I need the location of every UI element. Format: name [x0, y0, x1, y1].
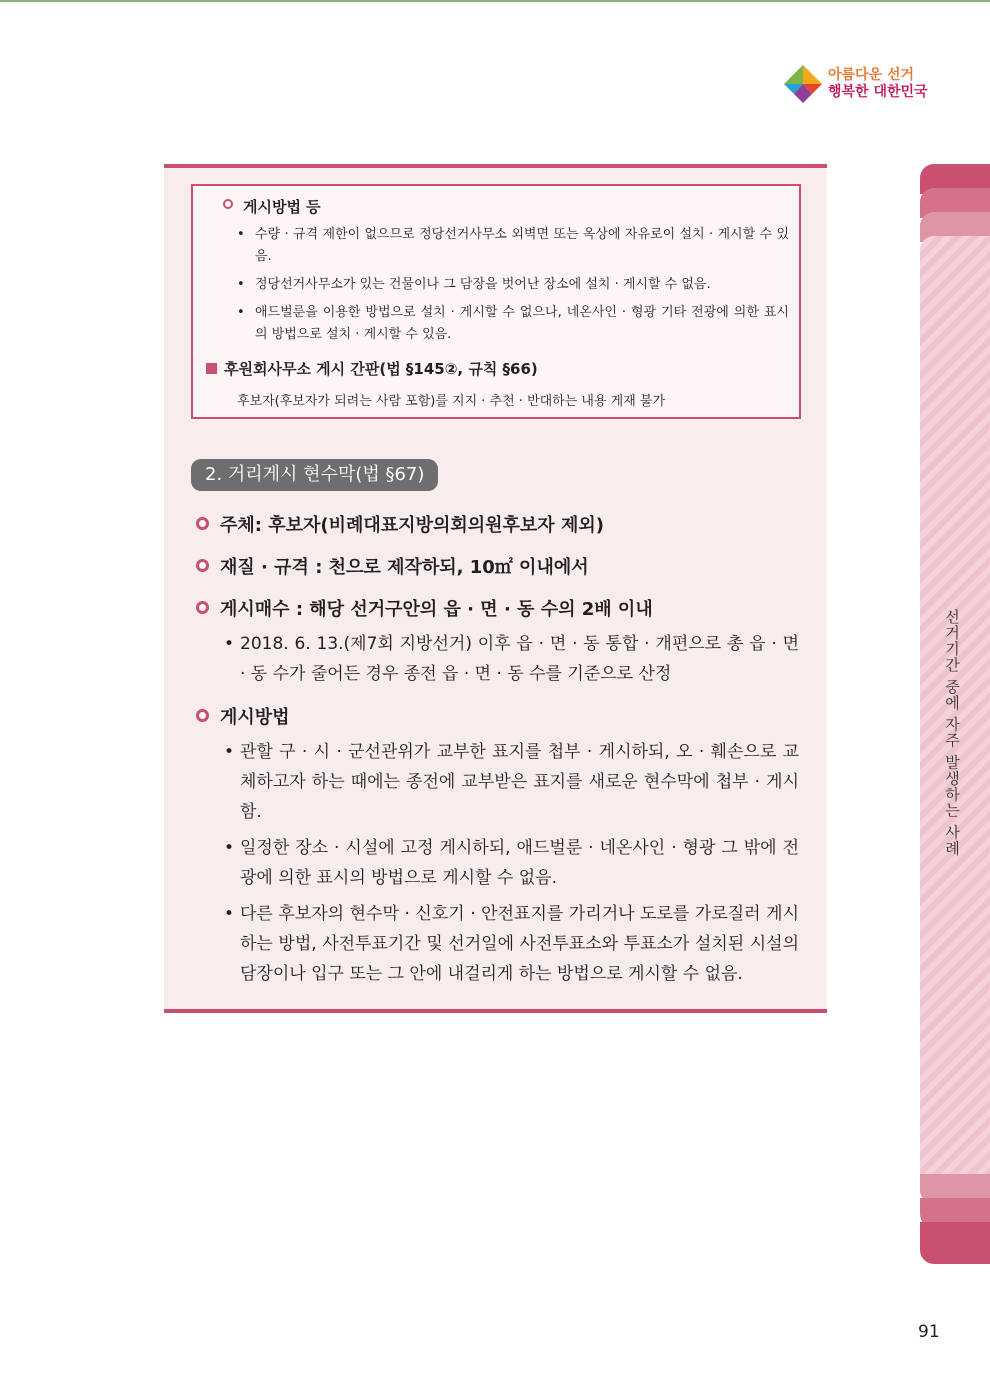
list-item: • 2018. 6. 13.(제7회 지방선거) 이후 읍 · 면 · 동 통합 · 개편으로 총 읍 · 면 · 동 수가 줄어든 경우 종전 읍 · 면 · 동 수를 기준으로 산정: [224, 629, 799, 689]
section-title: 2. 거리게시 현수막(법 §67): [191, 459, 438, 491]
ring-bullet-icon: [196, 517, 209, 530]
logo-line1: 아름다운 선거: [828, 67, 915, 83]
chapter-tab: [920, 164, 990, 1264]
item-material: 재질 · 규격 : 천으로 제작하되, 10㎡ 이내에서: [220, 557, 589, 578]
box-bullet-list: [237, 224, 789, 352]
list-item: • 다른 후보자의 현수막 · 신호기 · 안전표지를 가리거나 도로를 가로질러 게시하는 방법, 사전투표기간 및 선거일에 사전투표소와 투표소가 설치된 시설의 담장이나 입구 또는 그 안에 내걸리게 하는 방법으로 게시할 수 없음.: [224, 899, 799, 989]
box-sub-heading: 후원회사무소 게시 간판(법 §145②, 규칙 §66): [224, 360, 538, 378]
excerpt-box: [191, 184, 801, 419]
list-item: • 일정한 장소 · 시설에 고정 게시하되, 애드벌룬 · 네온사인 · 형광 그 밖에 전광에 의한 표시의 방법으로 게시할 수 없음.: [224, 833, 799, 893]
list-item: • 정당선거사무소가 있는 건물이나 그 담장을 벗어난 장소에 설치 · 게시할 수 없음.: [237, 274, 789, 296]
ring-bullet-icon: [223, 199, 233, 209]
ring-bullet-icon: [196, 601, 209, 614]
item-subject: 주체: 후보자(비례대표지방의회의원후보자 제외): [220, 515, 604, 536]
count-bullet-list: [224, 629, 799, 689]
box-heading: 게시방법 등: [243, 198, 321, 216]
chapter-tab-label: 선거기간 중에 자주 발생하는 사례: [943, 609, 961, 857]
logo: [782, 63, 932, 107]
list-item: • 관할 구 · 시 · 군선관위가 교부한 표지를 첩부 · 게시하되, 오 · 훼손으로 교체하고자 하는 때에는 종전에 교부받은 표지를 새로운 현수막에 첩부 · 게시함.: [224, 737, 799, 827]
logo-line2: 행복한 대한민국: [828, 84, 928, 100]
page-number: 91: [918, 1322, 940, 1342]
ring-bullet-icon: [196, 709, 209, 722]
top-rule: [0, 0, 990, 2]
list-item: • 수량 · 규격 제한이 없으므로 정당선거사무소 외벽면 또는 옥상에 자유로이 설치 · 게시할 수 있음.: [237, 224, 789, 268]
method-bullet-list: [224, 737, 799, 989]
item-count: 게시매수 : 해당 선거구안의 읍 · 면 · 동 수의 2배 이내: [220, 599, 653, 620]
content-panel: [164, 164, 827, 1013]
logo-text: [828, 67, 928, 101]
item-method: 게시방법: [220, 707, 290, 728]
list-item: • 애드벌룬을 이용한 방법으로 설치 · 게시할 수 없으나, 네온사인 · 형광 기타 전광에 의한 표시의 방법으로 설치 · 게시할 수 있음.: [237, 302, 789, 346]
ring-bullet-icon: [196, 559, 209, 572]
square-bullet-icon: [206, 363, 217, 374]
box-sub-note: 후보자(후보자가 되려는 사람 포함)를 지지 · 추천 · 반대하는 내용 게재 불가: [237, 394, 666, 409]
tangram-logo-icon: [782, 63, 824, 105]
